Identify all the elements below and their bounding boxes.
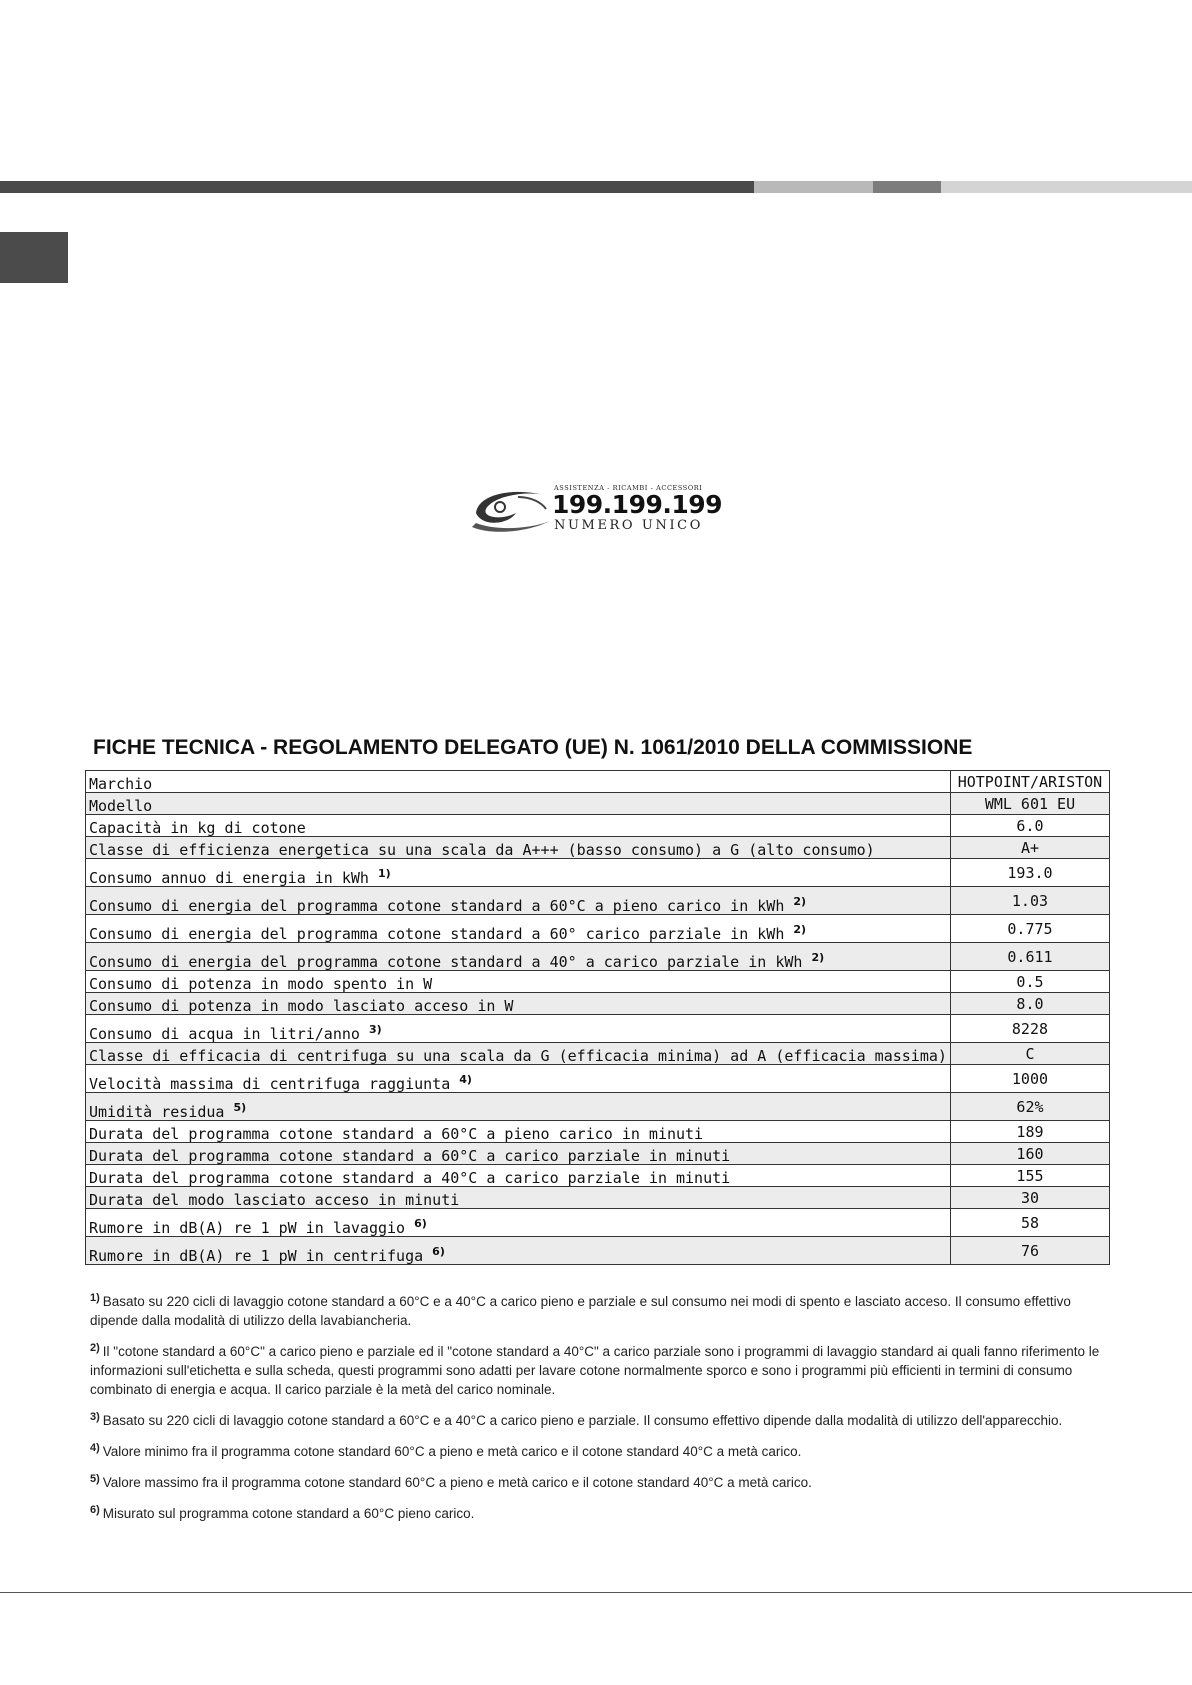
- table-row: [86, 887, 1110, 915]
- spec-label: Umidità residua: [89, 1103, 225, 1121]
- spec-value: 1000: [950, 1065, 1109, 1093]
- footnote-mark: 1): [90, 1292, 100, 1304]
- spec-value: 58: [950, 1209, 1109, 1237]
- table-row: [86, 971, 1110, 993]
- spec-label-cell: [86, 1043, 951, 1065]
- page-title: FICHE TECNICA - REGOLAMENTO DELEGATO (UE) N. 1061/2010 DELLA COMMISSIONE: [93, 736, 973, 759]
- spec-value: 8228: [950, 1015, 1109, 1043]
- table-row: [86, 1143, 1110, 1165]
- footnote-reference: 5): [233, 1101, 247, 1114]
- footnotes: [90, 1292, 1110, 1523]
- footnote-mark: 3): [90, 1411, 100, 1423]
- spec-label: Consumo di energia del programma cotone standard a 40° a carico parziale in kWh: [89, 953, 803, 971]
- footnote: [90, 1292, 1110, 1330]
- spec-label-cell: [86, 993, 951, 1015]
- spec-label-cell: [86, 971, 951, 993]
- spec-value: 0.5: [950, 971, 1109, 993]
- spec-value: HOTPOINT/ARISTON: [950, 771, 1109, 793]
- footnote: [90, 1342, 1110, 1399]
- footnote-text: Valore massimo fra il programma cotone standard 60°C a pieno e metà carico e il cotone standard 40°C a metà carico.: [102, 1475, 812, 1490]
- header-bar-light-segment: [754, 181, 873, 193]
- table-row: [86, 1121, 1110, 1143]
- table-row: [86, 1065, 1110, 1093]
- table-row: [86, 915, 1110, 943]
- spec-label: Consumo di acqua in litri/anno: [89, 1025, 360, 1043]
- table-row: [86, 1209, 1110, 1237]
- footnote: [90, 1442, 1110, 1461]
- footer-rule: [0, 1592, 1192, 1593]
- footnote-reference: 1): [378, 867, 391, 880]
- footnote-text: Il "cotone standard a 60°C" a carico pieno e parziale ed il "cotone standard a 40°C" a carico parziale sono i programmi di lavaggio standard ai quali fanno riferimento le informazioni sull'etichetta e sulla scheda, questi programmi sono adatti per lavare cotone normalmente sporco e sono i programmi più efficienti in termini di consumo combinato di energia e acqua. Il carico parziale è la metà del carico nominale.: [90, 1344, 1100, 1397]
- telephone-swoosh-icon: [470, 483, 554, 537]
- spec-label-cell: [86, 1237, 951, 1265]
- table-row: [86, 1015, 1110, 1043]
- header-bar-light-segment-right: [941, 181, 1192, 193]
- spec-label: Classe di efficienza energetica su una scala da A+++ (basso consumo) a G (alto consumo): [89, 841, 875, 859]
- spec-label-cell: [86, 1187, 951, 1209]
- spec-label: Durata del modo lasciato acceso in minuti: [89, 1191, 460, 1209]
- spec-value: 62%: [950, 1093, 1109, 1121]
- spec-label-cell: [86, 1165, 951, 1187]
- spec-label: Consumo di potenza in modo spento in W: [89, 975, 433, 993]
- spec-label: Durata del programma cotone standard a 60°C a carico parziale in minuti: [89, 1147, 731, 1165]
- spec-label: Consumo annuo di energia in kWh: [89, 869, 369, 887]
- header-bar-mid-segment: [873, 181, 941, 193]
- spec-label: Classe di efficacia di centrifuga su una scala da G (efficacia minima) ad A (efficacia massima): [89, 1047, 947, 1065]
- spec-label-cell: [86, 837, 951, 859]
- spec-label-cell: [86, 859, 951, 887]
- spec-value: 189: [950, 1121, 1109, 1143]
- spec-label-cell: [86, 887, 951, 915]
- spec-label: Consumo di energia del programma cotone standard a 60° carico parziale in kWh: [89, 925, 785, 943]
- logo-subtitle: NUMERO UNICO: [554, 518, 703, 533]
- spec-value: 155: [950, 1165, 1109, 1187]
- spec-value: 76: [950, 1237, 1109, 1265]
- spec-table: [85, 770, 1110, 1265]
- spec-label: Consumo di energia del programma cotone standard a 60°C a pieno carico in kWh: [89, 897, 785, 915]
- footnote-mark: 5): [90, 1473, 100, 1485]
- footnote: [90, 1411, 1110, 1430]
- spec-label-cell: [86, 915, 951, 943]
- spec-value: 160: [950, 1143, 1109, 1165]
- footnote-mark: 4): [90, 1442, 100, 1454]
- spec-label: Consumo di potenza in modo lasciato acceso in W: [89, 997, 514, 1015]
- spec-label: Durata del programma cotone standard a 40°C a carico parziale in minuti: [89, 1169, 731, 1187]
- spec-label: Velocità massima di centrifuga raggiunta: [89, 1075, 451, 1093]
- header-bar-dark-segment: [0, 181, 754, 193]
- spec-value: 0.775: [950, 915, 1109, 943]
- spec-label-cell: [86, 771, 951, 793]
- spec-label-cell: [86, 943, 951, 971]
- table-row: [86, 859, 1110, 887]
- spec-value: A+: [950, 837, 1109, 859]
- footnote-mark: 6): [90, 1504, 100, 1516]
- spec-label: Marchio: [89, 775, 153, 793]
- footnote-reference: 3): [368, 1023, 382, 1036]
- footnote: [90, 1473, 1110, 1492]
- footnote-text: Valore minimo fra il programma cotone standard 60°C a pieno e metà carico e il cotone standard 40°C a metà carico.: [102, 1444, 802, 1459]
- header-color-bar: [0, 181, 1192, 193]
- footnote-reference: 4): [459, 1073, 472, 1086]
- footnote-mark: 2): [90, 1342, 100, 1354]
- table-row: [86, 793, 1110, 815]
- spec-label-cell: [86, 793, 951, 815]
- spec-value: 1.03: [950, 887, 1109, 915]
- logo-phone-number: 199.199.199: [552, 490, 723, 519]
- spec-label-cell: [86, 1065, 951, 1093]
- table-row: [86, 1237, 1110, 1265]
- footnote-text: Misurato sul programma cotone standard a 60°C pieno carico.: [102, 1506, 475, 1521]
- footnote-reference: 6): [414, 1217, 427, 1230]
- table-row: [86, 1165, 1110, 1187]
- spec-value: C: [950, 1043, 1109, 1065]
- spec-label-cell: [86, 1121, 951, 1143]
- table-row: [86, 943, 1110, 971]
- footnote-reference: 6): [432, 1245, 445, 1258]
- table-row: [86, 815, 1110, 837]
- footnote-reference: 2): [793, 895, 807, 908]
- spec-value: 8.0: [950, 993, 1109, 1015]
- spec-label-cell: [86, 815, 951, 837]
- spec-value: 6.0: [950, 815, 1109, 837]
- spec-label: Capacità in kg di cotone: [89, 819, 306, 837]
- spec-label-cell: [86, 1093, 951, 1121]
- spec-value: 0.611: [950, 943, 1109, 971]
- table-row: [86, 1187, 1110, 1209]
- footnote-reference: 2): [793, 923, 807, 936]
- section-tab-marker: [0, 232, 68, 283]
- table-row: [86, 1043, 1110, 1065]
- table-row: [86, 837, 1110, 859]
- footnote-text: Basato su 220 cicli di lavaggio cotone standard a 60°C e a 40°C a carico pieno e parziale e sul consumo nei modi di spento e lasciato acceso. Il consumo effettivo dipende dalla modalità di utilizzo della lavabiancheria.: [90, 1294, 1071, 1328]
- spec-label-cell: [86, 1015, 951, 1043]
- spec-label: Modello: [89, 797, 153, 815]
- spec-label-cell: [86, 1209, 951, 1237]
- spec-label: Rumore in dB(A) re 1 pW in centrifuga: [89, 1247, 424, 1265]
- spec-value: 30: [950, 1187, 1109, 1209]
- spec-label: Rumore in dB(A) re 1 pW in lavaggio: [89, 1219, 406, 1237]
- footnote-reference: 2): [811, 951, 825, 964]
- spec-value: 193.0: [950, 859, 1109, 887]
- table-row: [86, 771, 1110, 793]
- spec-label: Durata del programma cotone standard a 60°C a pieno carico in minuti: [89, 1125, 704, 1143]
- service-logo: [470, 481, 723, 539]
- spec-label-cell: [86, 1143, 951, 1165]
- footnote-text: Basato su 220 cicli di lavaggio cotone standard a 60°C e a 40°C a carico pieno e parziale. Il consumo effettivo dipende dalla modalità di utilizzo dell'apparecchio.: [102, 1413, 1063, 1428]
- spec-value: WML 601 EU: [950, 793, 1109, 815]
- logo-tagline: ASSISTENZA - RICAMBI - ACCESSORI: [554, 484, 703, 492]
- footnote: [90, 1504, 1110, 1523]
- table-row: [86, 1093, 1110, 1121]
- table-row: [86, 993, 1110, 1015]
